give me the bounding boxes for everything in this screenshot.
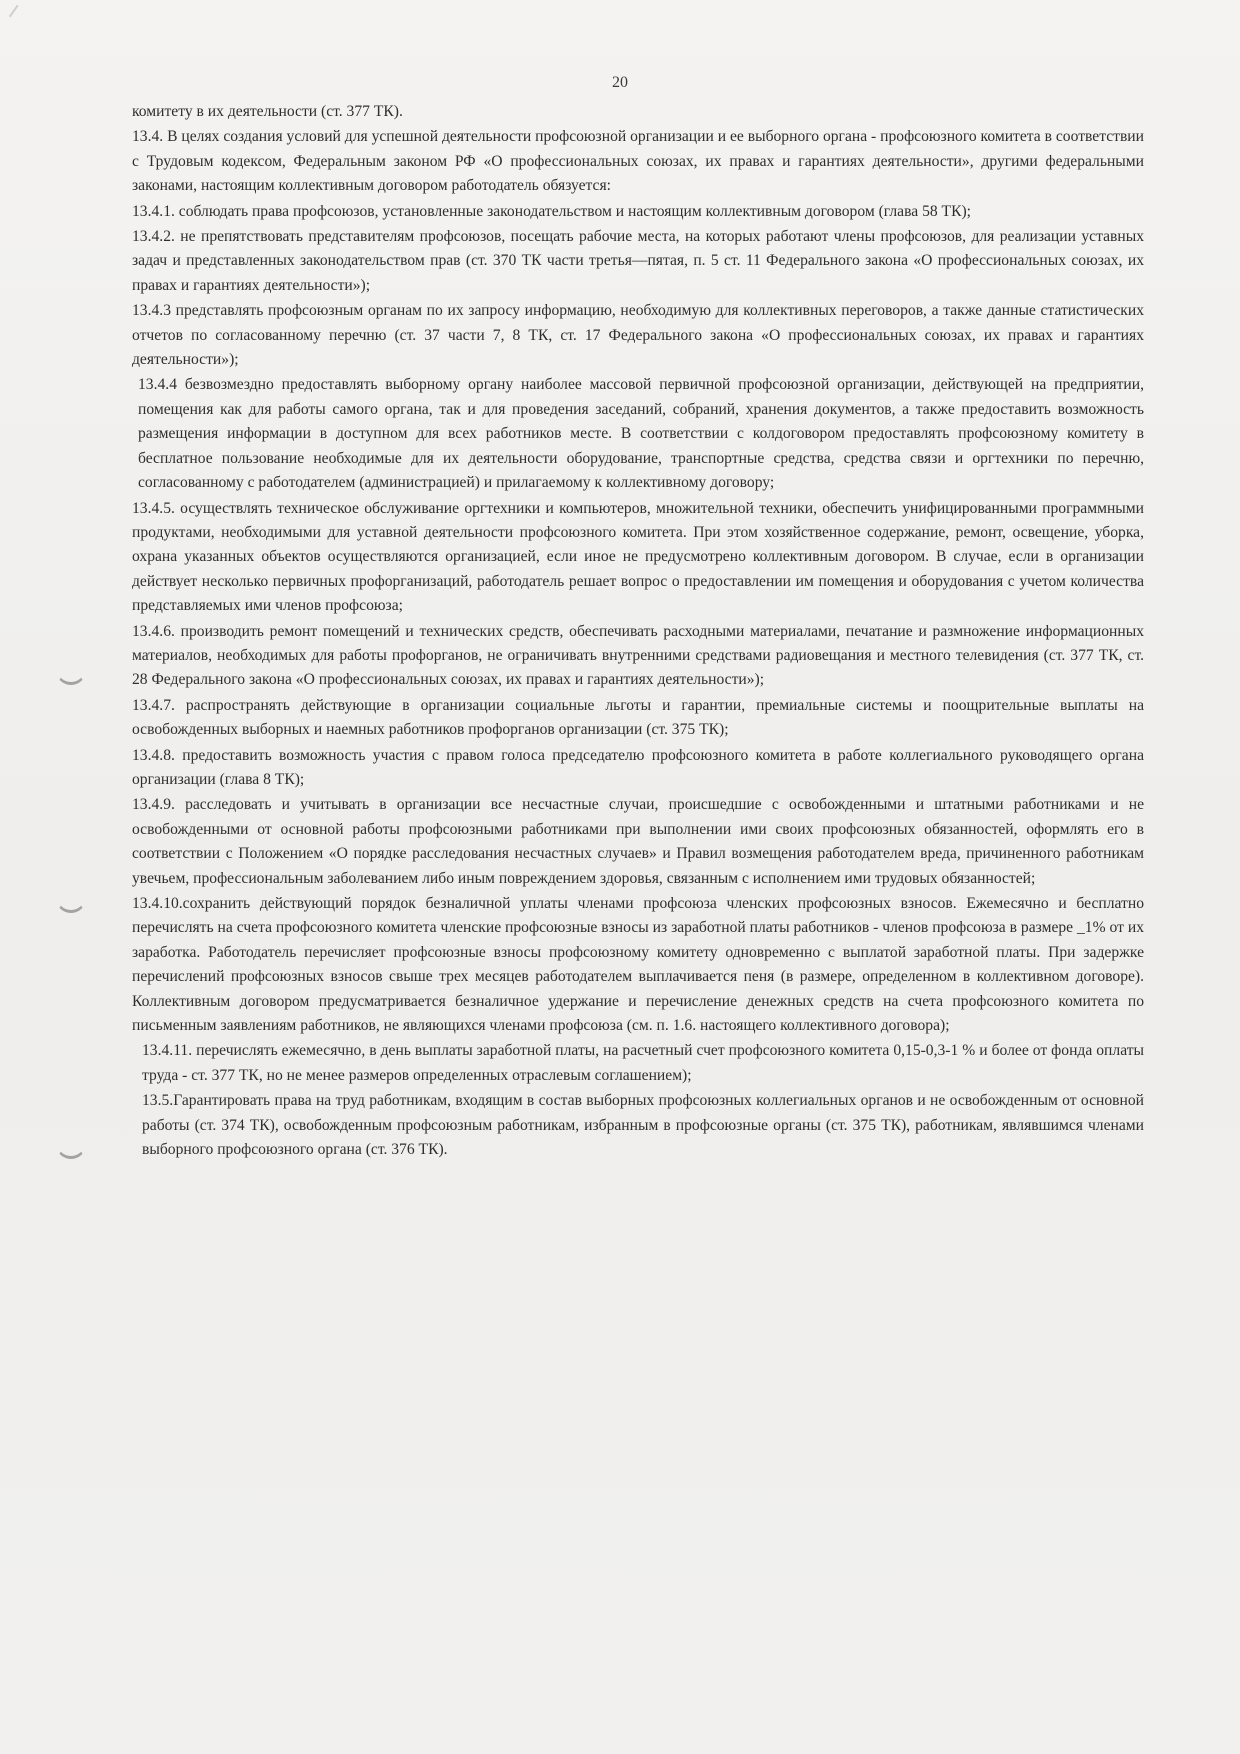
paragraph-13-4-6: 13.4.6. производить ремонт помещений и технических средств, обеспечивать расходными материалами, печатание и размножение информационных материалов, необходимых для работы профорганов, не ограничивать внутренними средствами радиовещания и местного телевидения (ст. 377 ТК, ст. 28 Федерального закона «О профессиональных союзах, их правах и гарантиях деятельности»); xyxy=(132,622,1144,689)
hole-punch-mark xyxy=(56,656,86,685)
paragraph-13-4-5: 13.4.5. осуществлять техническое обслуживание оргтехники и компьютеров, множительной техники, обеспечить унифицированными программными продуктами, необходимыми для уставной деятельности профсоюзного комитета. При этом хозяйственное содержание, ремонт, освещение, уборка, охрана указанных объектов осуществляются организацией, если иное не предусмотрено коллективным договором. В случае, если в организации действует несколько первичных профорганизаций, работодатель решает вопрос о предоставлении им помещения и оборудования с учетом количества представляемых ими членов профсоюза; xyxy=(132,499,1144,615)
paragraph: комитету в их деятельности (ст. 377 ТК). xyxy=(132,103,403,120)
paragraph-13-4-9: 13.4.9. расследовать и учитывать в организации все несчастные случаи, происшедшие с освобожденными и штатными работниками и не освобожденными от основной работы профсоюзными работниками при выполнении ими своих профсоюзных обязанностей, оформлять его в соответствии с Положением «О порядке расследования несчастных случаев» и Правил возмещения работодателем вреда, причиненного работникам увечьем, профессиональным заболеванием либо иным повреждением здоровья, связанным с исполнением ими трудовых обязанностей; xyxy=(132,796,1144,887)
paragraph-13-4-1: 13.4.1. соблюдать права профсоюзов, установленные законодательством и настоящим коллективным договором (глава 58 ТК); xyxy=(132,202,972,220)
hole-punch-mark xyxy=(56,884,86,913)
paragraph-13-4: 13.4. В целях создания условий для успешной деятельности профсоюзной организации и ее выборного органа - профсоюзного комитета в соответствии с Трудовым кодексом, Федеральным законом РФ «О профессиональных союзах, их правах и гарантиях деятельности», другими федеральными законами, настоящим коллективным договором работодатель обязуется: xyxy=(132,128,1144,195)
paragraph-13-4-11: 13.4.11. перечислять ежемесячно, в день выплаты заработной платы, на расчетный счет профсоюзного комитета 0,15-0,3-1 % и более от фонда оплаты труда - ст. 377 ТК, но не менее размеров определенных отраслевым соглашением); xyxy=(142,1042,1144,1084)
scan-corner-mark xyxy=(0,0,19,17)
paragraph-13-4-4: 13.4.4 безвозмездно предоставлять выборному органу наиболее массовой первичной профсоюзной организации, действующей на предприятии, помещения как для работы самого органа, так и для проведения заседаний, собраний, хранения документов, а также предоставить возможность размещения информации в доступном для всех работников месте. В соответствии с колдоговором предоставлять профсоюзному комитету в бесплатное пользование необходимые для их деятельности оборудование, транспортные средства, средства связи и оргтехники по перечню, согласованному с работодателем (администрацией) и прилагаемому к коллективному договору; xyxy=(138,376,1144,492)
document-body xyxy=(132,100,1144,1163)
paragraph-13-4-2: 13.4.2. не препятствовать представителям профсоюзов, посещать рабочие места, на которых работают члены профсоюзов, для реализации уставных задач и представленных законодательством прав (ст. 370 ТК части третья—пятая, п. 5 ст. 11 Федерального закона «О профессиональных союзах, их правах и гарантиях деятельности»); xyxy=(132,228,1144,294)
page-number: 20 xyxy=(612,74,628,91)
hole-punch-mark xyxy=(56,1130,86,1159)
paragraph-13-4-3: 13.4.3 представлять профсоюзным органам по их запросу информацию, необходимую для коллективных переговоров, а также данные статистических отчетов по согласованному перечню (ст. 37 части 7, 8 ТК, ст. 17 Федерального закона «О профессиональных союзах, их правах и гарантиях деятельности»); xyxy=(132,302,1144,369)
paragraph-13-5: 13.5.Гарантировать права на труд работникам, входящим в состав выборных профсоюзных коллегиальных органов и не освобожденным от основной работы (ст. 374 ТК), освобожденным профсоюзным работникам, избранным в профсоюзные органы (ст. 375 ТК), работникам, являвшимся членами выборного профсоюзного органа (ст. 376 ТК). xyxy=(142,1092,1144,1159)
paragraph-13-4-8: 13.4.8. предоставить возможность участия с правом голоса председателю профсоюзного комитета в работе коллегиального руководящего органа организации (глава 8 ТК); xyxy=(132,746,1144,788)
paragraph-13-4-7: 13.4.7. распространять действующие в организации социальные льготы и гарантии, премиальные системы и поощрительные выплаты на освобожденных выборных и наемных работников профорганов организации (ст. 375 ТК); xyxy=(132,696,1144,739)
paragraph-13-4-10: 13.4.10.сохранить действующий порядок безналичной уплаты членами профсоюза членских профсоюзных взносов. Ежемесячно и бесплатно перечислять на счета профсоюзного комитета членские профсоюзные взносы из заработной платы работников - членов профсоюза в размере _1% от их заработка. Работодатель перечисляет профсоюзные взносы профсоюзному комитету одновременно с выплатой заработной платы. При задержке перечислений профсоюзных взносов свыше трех месяцев работодателем выплачивается пеня (в размере, определенном в коллективном договоре). Коллективным договором предусматривается безналичное удержание и перечисление денежных средств на счета профсоюзного комитета по письменным заявлениям работников, не являющихся членами профсоюза (см. п. 1.6. настоящего коллективного договора); xyxy=(132,895,1144,1035)
